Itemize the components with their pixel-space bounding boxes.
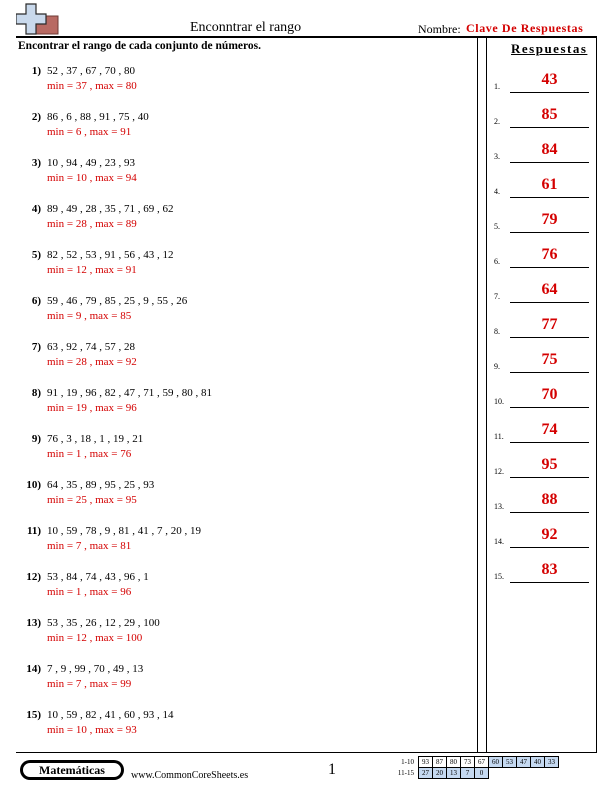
problem-number-set: 64 , 35 , 89 , 95 , 25 , 93 (47, 479, 155, 491)
problem-number: 1) (31, 65, 41, 77)
score-cell: 53 (503, 757, 517, 768)
problem-number: 6) (31, 295, 41, 307)
problem-number-set: 82 , 52 , 53 , 91 , 56 , 43 , 12 (47, 249, 174, 261)
score-cell: 27 (419, 768, 433, 779)
score-cell: 73 (461, 757, 475, 768)
problem-number-set: 10 , 94 , 49 , 23 , 93 (47, 157, 135, 169)
problem-answer: min = 10 , max = 94 (47, 172, 137, 184)
problem-number-set: 59 , 46 , 79 , 85 , 25 , 9 , 55 , 26 (47, 295, 188, 307)
score-cell: 67 (475, 757, 489, 768)
answer-number: 6. (494, 257, 500, 266)
score-table (390, 756, 559, 779)
answer-row (494, 528, 594, 552)
answer-number: 4. (494, 187, 500, 196)
problem-number: 8) (31, 387, 41, 399)
plus-minus-logo-icon (16, 2, 64, 38)
answer-row (494, 248, 594, 272)
answer-value: 61 (541, 176, 558, 193)
score-cell: 13 (447, 768, 461, 779)
answer-line (510, 337, 589, 338)
problem-item (22, 525, 472, 565)
problem-number: 13) (26, 617, 41, 629)
problem-item (22, 433, 472, 473)
score-cell: 80 (447, 757, 461, 768)
answer-line (510, 372, 589, 373)
score-cell: 93 (419, 757, 433, 768)
problem-item (22, 387, 472, 427)
problem-item (22, 157, 472, 197)
answer-value: 95 (541, 456, 558, 473)
problem-item (22, 203, 472, 243)
answer-row (494, 73, 594, 97)
answer-number: 14. (494, 537, 504, 546)
answer-number: 3. (494, 152, 500, 161)
answer-line (510, 232, 589, 233)
answer-row (494, 318, 594, 342)
problem-answer: min = 1 , max = 96 (47, 586, 132, 598)
answer-number: 1. (494, 82, 500, 91)
worksheet-title: Enconntrar el rango (190, 20, 302, 35)
problem-item (22, 341, 472, 381)
answer-row (494, 388, 594, 412)
problem-number-set: 52 , 37 , 67 , 70 , 80 (47, 65, 135, 77)
problem-item (22, 479, 472, 519)
answer-value: 64 (541, 281, 558, 298)
problem-number-set: 91 , 19 , 96 , 82 , 47 , 71 , 59 , 80 , 81 (47, 387, 212, 399)
answer-row (494, 493, 594, 517)
name-value: Clave De Respuestas (466, 21, 584, 35)
header-divider (16, 36, 597, 38)
answer-number: 12. (494, 467, 504, 476)
answer-value: 76 (541, 246, 558, 263)
column-divider (477, 37, 478, 753)
answer-line (510, 407, 589, 408)
answer-line (510, 127, 589, 128)
answer-value: 70 (541, 386, 558, 403)
answer-number: 9. (494, 362, 500, 371)
problem-answer: min = 19 , max = 96 (47, 402, 137, 414)
problem-number: 12) (26, 571, 41, 583)
problem-answer: min = 10 , max = 93 (47, 724, 137, 736)
answer-number: 15. (494, 572, 504, 581)
answer-line (510, 267, 589, 268)
answer-line (510, 512, 589, 513)
answer-value: 88 (541, 491, 558, 508)
score-cell: 40 (531, 757, 545, 768)
score-cell: 87 (433, 757, 447, 768)
score-cell: 60 (489, 757, 503, 768)
answer-row (494, 563, 594, 587)
answer-value: 79 (541, 211, 558, 228)
brand-badge (20, 760, 124, 780)
score-cell: 33 (545, 757, 559, 768)
answer-line (510, 442, 589, 443)
answer-value: 85 (541, 106, 558, 123)
problem-number-set: 7 , 9 , 99 , 70 , 49 , 13 (47, 663, 144, 675)
problem-number-set: 10 , 59 , 82 , 41 , 60 , 93 , 14 (47, 709, 174, 721)
answer-value: 92 (541, 526, 558, 543)
problem-number: 14) (26, 663, 41, 675)
answer-row (494, 458, 594, 482)
problem-answer: min = 37 , max = 80 (47, 80, 137, 92)
problem-number-set: 76 , 3 , 18 , 1 , 19 , 21 (47, 433, 144, 445)
score-cell: 0 (475, 768, 489, 779)
answer-line (510, 197, 589, 198)
problem-item (22, 65, 472, 105)
problem-answer: min = 28 , max = 92 (47, 356, 137, 368)
problem-number: 4) (31, 203, 41, 215)
problem-answer: min = 25 , max = 95 (47, 494, 137, 506)
answer-value: 74 (541, 421, 558, 438)
score-row (390, 757, 559, 768)
answer-row (494, 353, 594, 377)
problem-number-set: 89 , 49 , 28 , 35 , 71 , 69 , 62 (47, 203, 174, 215)
instructions: Encontrar el rango de cada conjunto de números. (18, 40, 261, 52)
answer-value: 75 (541, 351, 558, 368)
problem-item (22, 617, 472, 657)
problem-answer: min = 7 , max = 99 (47, 678, 132, 690)
answer-line (510, 477, 589, 478)
problem-number: 9) (31, 433, 41, 445)
score-row-label: 11-15 (397, 769, 414, 777)
problem-item (22, 295, 472, 335)
problem-item (22, 249, 472, 289)
answer-number: 7. (494, 292, 500, 301)
answer-line (510, 547, 589, 548)
page-number: 1 (328, 761, 336, 778)
answer-value: 84 (541, 141, 558, 158)
answer-value: 77 (541, 316, 558, 333)
answer-number: 11. (494, 432, 504, 441)
score-cell: 7 (461, 768, 475, 779)
score-cell: 20 (433, 768, 447, 779)
answer-number: 8. (494, 327, 500, 336)
answer-value: 43 (541, 71, 558, 88)
problem-number: 15) (26, 709, 41, 721)
problem-answer: min = 12 , max = 91 (47, 264, 137, 276)
answer-value: 83 (541, 561, 558, 578)
answers-header: Respuestas (511, 41, 588, 56)
problem-number-set: 53 , 35 , 26 , 12 , 29 , 100 (47, 617, 160, 629)
answer-number: 10. (494, 397, 504, 406)
site-url: www.CommonCoreSheets.es (131, 770, 249, 781)
problem-answer: min = 28 , max = 89 (47, 218, 137, 230)
problem-item (22, 111, 472, 151)
problem-item (22, 663, 472, 703)
score-row-label: 1-10 (401, 758, 414, 766)
answer-number: 5. (494, 222, 500, 231)
problem-answer: min = 12 , max = 100 (47, 632, 143, 644)
problem-number: 11) (26, 525, 41, 537)
score-cell: 47 (517, 757, 531, 768)
problem-answer: min = 9 , max = 85 (47, 310, 132, 322)
problem-number: 3) (31, 157, 41, 169)
score-row (390, 768, 559, 779)
answer-row (494, 143, 594, 167)
problem-answer: min = 7 , max = 81 (47, 540, 132, 552)
brand-label: Matemáticas (22, 762, 122, 778)
answer-row (494, 283, 594, 307)
problem-number-set: 53 , 84 , 74 , 43 , 96 , 1 (47, 571, 149, 583)
problem-item (22, 571, 472, 611)
problem-answer: min = 1 , max = 76 (47, 448, 132, 460)
answer-number: 2. (494, 117, 500, 126)
answer-line (510, 302, 589, 303)
answer-row (494, 108, 594, 132)
problem-item (22, 709, 472, 749)
problem-number: 2) (31, 111, 41, 123)
problem-number: 10) (26, 479, 41, 491)
problem-number: 7) (31, 341, 41, 353)
answer-number: 13. (494, 502, 504, 511)
problem-answer: min = 6 , max = 91 (47, 126, 132, 138)
answer-line (510, 582, 589, 583)
name-label: Nombre: (418, 22, 461, 36)
problem-number-set: 86 , 6 , 88 , 91 , 75 , 40 (47, 111, 149, 123)
problem-number: 5) (31, 249, 41, 261)
column-divider (486, 37, 487, 753)
page-border-right (596, 37, 597, 753)
problem-number-set: 10 , 59 , 78 , 9 , 81 , 41 , 7 , 20 , 19 (47, 525, 201, 537)
footer-divider (16, 752, 597, 753)
answer-row (494, 178, 594, 202)
problem-number-set: 63 , 92 , 74 , 57 , 28 (47, 341, 135, 353)
answer-line (510, 92, 589, 93)
answer-row (494, 423, 594, 447)
answer-line (510, 162, 589, 163)
answer-row (494, 213, 594, 237)
